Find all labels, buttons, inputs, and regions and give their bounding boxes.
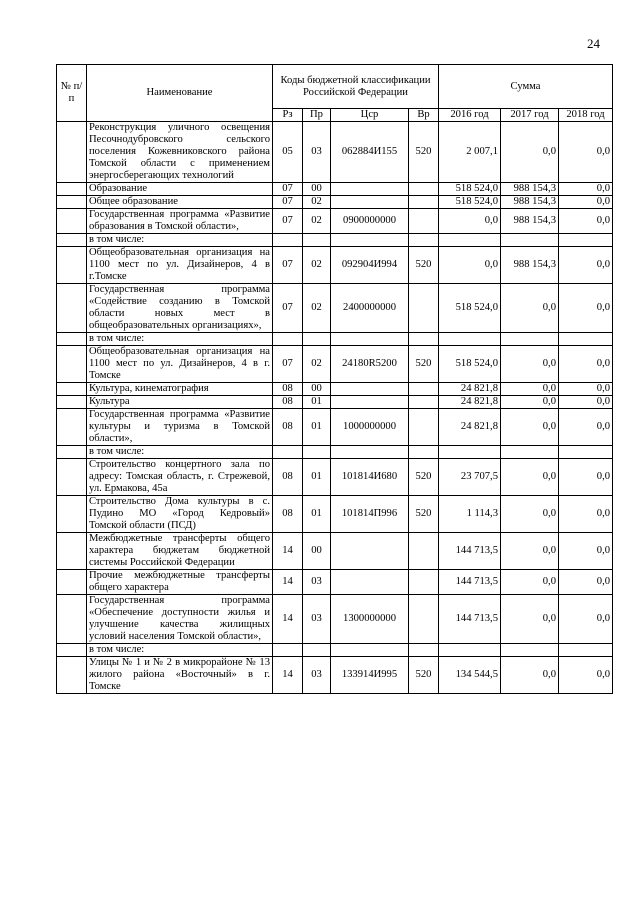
cell-rz: 07 <box>273 209 303 234</box>
table-row <box>57 183 613 196</box>
header-num: № п/п <box>57 65 87 122</box>
header-codes: Коды бюджетной классификации Российской Федерации <box>273 65 439 109</box>
cell-2016: 2 007,1 <box>439 122 501 183</box>
cell-name: Культура, кинематография <box>87 383 273 396</box>
table-row <box>57 459 613 496</box>
cell-pr <box>303 446 331 459</box>
cell-num <box>57 446 87 459</box>
cell-rz <box>273 333 303 346</box>
cell-vr <box>409 383 439 396</box>
cell-vr <box>409 284 439 333</box>
cell-2016: 518 524,0 <box>439 183 501 196</box>
cell-csr: 062884И155 <box>331 122 409 183</box>
cell-rz: 08 <box>273 383 303 396</box>
cell-name: в том числе: <box>87 234 273 247</box>
cell-2017: 988 154,3 <box>501 183 559 196</box>
cell-name: Улицы № 1 и № 2 в микрорайоне № 13 жилого района «Восточный» в г. Томске <box>87 657 273 694</box>
cell-2017 <box>501 333 559 346</box>
header-2016: 2016 год <box>439 109 501 122</box>
table-row <box>57 595 613 644</box>
cell-num <box>57 459 87 496</box>
cell-2016: 24 821,8 <box>439 409 501 446</box>
cell-2017: 0,0 <box>501 595 559 644</box>
cell-csr: 0900000000 <box>331 209 409 234</box>
cell-vr: 520 <box>409 247 439 284</box>
cell-num <box>57 247 87 284</box>
cell-name: в том числе: <box>87 644 273 657</box>
cell-2017 <box>501 234 559 247</box>
page-number: 24 <box>587 36 600 51</box>
cell-2016: 518 524,0 <box>439 284 501 333</box>
cell-2018: 0,0 <box>559 383 613 396</box>
cell-pr: 02 <box>303 284 331 333</box>
cell-2016: 144 713,5 <box>439 595 501 644</box>
cell-rz: 07 <box>273 183 303 196</box>
cell-num <box>57 644 87 657</box>
cell-num <box>57 570 87 595</box>
cell-name: Государственная программа «Содействие созданию в Томской области новых мест в общеобразовательных организациях», <box>87 284 273 333</box>
cell-num <box>57 183 87 196</box>
table-row <box>57 496 613 533</box>
cell-2018 <box>559 644 613 657</box>
table-row <box>57 644 613 657</box>
cell-2016: 134 544,5 <box>439 657 501 694</box>
cell-2016: 24 821,8 <box>439 396 501 409</box>
cell-csr <box>331 644 409 657</box>
cell-csr: 092904И994 <box>331 247 409 284</box>
cell-rz: 08 <box>273 396 303 409</box>
cell-2017: 0,0 <box>501 396 559 409</box>
cell-num <box>57 284 87 333</box>
cell-name: Государственная программа «Развитие образования в Томской области», <box>87 209 273 234</box>
cell-2018: 0,0 <box>559 570 613 595</box>
cell-csr <box>331 533 409 570</box>
header-2018: 2018 год <box>559 109 613 122</box>
cell-2018: 0,0 <box>559 396 613 409</box>
cell-num <box>57 346 87 383</box>
cell-name: Образование <box>87 183 273 196</box>
cell-name: Строительство концертного зала по адресу: Томская область, г. Стрежевой, ул. Ермакова, 45а <box>87 459 273 496</box>
header-sum: Сумма <box>439 65 613 109</box>
cell-pr: 01 <box>303 496 331 533</box>
cell-2016: 144 713,5 <box>439 533 501 570</box>
cell-2018: 0,0 <box>559 533 613 570</box>
cell-2016: 518 524,0 <box>439 346 501 383</box>
cell-num <box>57 234 87 247</box>
cell-2018 <box>559 234 613 247</box>
cell-name: в том числе: <box>87 333 273 346</box>
cell-name: Реконструкция уличного освещения Песочнодубровского сельского поселения Кожевниковского района Томской области с применением энергосберегающих технологий <box>87 122 273 183</box>
table-row <box>57 333 613 346</box>
cell-pr <box>303 644 331 657</box>
cell-name: Общее образование <box>87 196 273 209</box>
cell-csr <box>331 446 409 459</box>
header-2017: 2017 год <box>501 109 559 122</box>
cell-2018: 0,0 <box>559 459 613 496</box>
cell-2016: 0,0 <box>439 209 501 234</box>
cell-rz: 07 <box>273 247 303 284</box>
cell-vr <box>409 533 439 570</box>
cell-vr: 520 <box>409 459 439 496</box>
cell-vr <box>409 333 439 346</box>
cell-pr: 02 <box>303 196 331 209</box>
table-row <box>57 570 613 595</box>
cell-vr <box>409 644 439 657</box>
table-body <box>57 122 613 694</box>
table-row <box>57 122 613 183</box>
cell-2016: 144 713,5 <box>439 570 501 595</box>
cell-pr: 02 <box>303 346 331 383</box>
cell-2017: 0,0 <box>501 346 559 383</box>
cell-num <box>57 122 87 183</box>
cell-rz: 08 <box>273 496 303 533</box>
cell-num <box>57 333 87 346</box>
cell-csr: 101814П996 <box>331 496 409 533</box>
cell-name: Строительство Дома культуры в с. Пудино МО «Город Кедровый» Томской области (ПСД) <box>87 496 273 533</box>
cell-2018: 0,0 <box>559 183 613 196</box>
cell-2017: 0,0 <box>501 533 559 570</box>
header-csr: Цср <box>331 109 409 122</box>
cell-2018: 0,0 <box>559 247 613 284</box>
cell-2017: 0,0 <box>501 284 559 333</box>
cell-2018: 0,0 <box>559 209 613 234</box>
header-pr: Пр <box>303 109 331 122</box>
table-row <box>57 446 613 459</box>
cell-num <box>57 196 87 209</box>
cell-2016 <box>439 644 501 657</box>
cell-2017: 988 154,3 <box>501 209 559 234</box>
cell-pr: 00 <box>303 383 331 396</box>
cell-pr: 00 <box>303 533 331 570</box>
cell-2016: 23 707,5 <box>439 459 501 496</box>
table-row <box>57 409 613 446</box>
cell-vr <box>409 196 439 209</box>
cell-vr <box>409 183 439 196</box>
cell-vr <box>409 234 439 247</box>
cell-2017: 0,0 <box>501 122 559 183</box>
cell-pr <box>303 234 331 247</box>
cell-2017: 0,0 <box>501 383 559 396</box>
cell-pr: 03 <box>303 657 331 694</box>
cell-name: Государственная программа «Развитие культуры и туризма в Томской области», <box>87 409 273 446</box>
cell-vr <box>409 570 439 595</box>
budget-table <box>56 64 613 694</box>
cell-2017 <box>501 644 559 657</box>
cell-csr: 2400000000 <box>331 284 409 333</box>
cell-2017: 0,0 <box>501 570 559 595</box>
cell-rz <box>273 446 303 459</box>
cell-num <box>57 409 87 446</box>
cell-2017: 0,0 <box>501 409 559 446</box>
table-row <box>57 346 613 383</box>
cell-csr <box>331 383 409 396</box>
cell-2018: 0,0 <box>559 346 613 383</box>
cell-2017: 0,0 <box>501 657 559 694</box>
cell-2018: 0,0 <box>559 284 613 333</box>
cell-num <box>57 396 87 409</box>
cell-2018: 0,0 <box>559 409 613 446</box>
cell-2018: 0,0 <box>559 595 613 644</box>
cell-2016: 1 114,3 <box>439 496 501 533</box>
cell-pr: 03 <box>303 570 331 595</box>
cell-name: Межбюджетные трансферты общего характера бюджетам бюджетной системы Российской Федерации <box>87 533 273 570</box>
header-row-top <box>57 65 613 109</box>
cell-rz <box>273 234 303 247</box>
cell-2018: 0,0 <box>559 122 613 183</box>
table-row <box>57 209 613 234</box>
table-row <box>57 196 613 209</box>
cell-rz: 14 <box>273 570 303 595</box>
table-row <box>57 396 613 409</box>
cell-num <box>57 496 87 533</box>
cell-name: Государственная программа «Обеспечение доступности жилья и улучшение качества жилищных условий населения Томской области», <box>87 595 273 644</box>
cell-2018: 0,0 <box>559 657 613 694</box>
cell-csr <box>331 196 409 209</box>
cell-rz: 07 <box>273 284 303 333</box>
table-row <box>57 383 613 396</box>
cell-pr: 01 <box>303 409 331 446</box>
cell-csr: 101814И680 <box>331 459 409 496</box>
cell-rz <box>273 644 303 657</box>
cell-num <box>57 533 87 570</box>
cell-rz: 05 <box>273 122 303 183</box>
cell-csr <box>331 570 409 595</box>
cell-csr: 1000000000 <box>331 409 409 446</box>
cell-num <box>57 383 87 396</box>
cell-2017 <box>501 446 559 459</box>
cell-2018 <box>559 333 613 346</box>
cell-vr: 520 <box>409 122 439 183</box>
cell-2017: 988 154,3 <box>501 196 559 209</box>
table-row <box>57 247 613 284</box>
cell-rz: 14 <box>273 657 303 694</box>
header-name: Наименование <box>87 65 273 122</box>
cell-vr <box>409 209 439 234</box>
cell-pr: 02 <box>303 247 331 284</box>
cell-2018 <box>559 446 613 459</box>
header-rz: Рз <box>273 109 303 122</box>
cell-rz: 08 <box>273 409 303 446</box>
cell-name: Прочие межбюджетные трансферты общего характера <box>87 570 273 595</box>
cell-vr <box>409 446 439 459</box>
cell-rz: 07 <box>273 196 303 209</box>
cell-name: в том числе: <box>87 446 273 459</box>
table-row <box>57 284 613 333</box>
header-vr: Вр <box>409 109 439 122</box>
cell-pr: 00 <box>303 183 331 196</box>
cell-2016 <box>439 234 501 247</box>
cell-rz: 14 <box>273 595 303 644</box>
cell-vr: 520 <box>409 346 439 383</box>
cell-pr: 03 <box>303 122 331 183</box>
cell-vr: 520 <box>409 657 439 694</box>
table-row <box>57 533 613 570</box>
cell-vr: 520 <box>409 496 439 533</box>
cell-pr: 03 <box>303 595 331 644</box>
cell-2016: 0,0 <box>439 247 501 284</box>
cell-2018: 0,0 <box>559 496 613 533</box>
cell-name: Общеобразовательная организация на 1100 мест по ул. Дизайнеров, 4 в г.Томске <box>87 247 273 284</box>
cell-csr: 24180R5200 <box>331 346 409 383</box>
cell-pr: 02 <box>303 209 331 234</box>
cell-num <box>57 209 87 234</box>
cell-csr <box>331 234 409 247</box>
cell-vr <box>409 595 439 644</box>
cell-num <box>57 657 87 694</box>
cell-num <box>57 595 87 644</box>
cell-2017: 0,0 <box>501 459 559 496</box>
cell-rz: 07 <box>273 346 303 383</box>
cell-pr: 01 <box>303 396 331 409</box>
cell-pr: 01 <box>303 459 331 496</box>
cell-vr <box>409 396 439 409</box>
cell-pr <box>303 333 331 346</box>
cell-name: Общеобразовательная организация на 1100 мест по ул. Дизайнеров, 4 в г. Томске <box>87 346 273 383</box>
cell-csr <box>331 183 409 196</box>
cell-2017: 0,0 <box>501 496 559 533</box>
table-row <box>57 657 613 694</box>
cell-name: Культура <box>87 396 273 409</box>
cell-vr <box>409 409 439 446</box>
cell-2016: 518 524,0 <box>439 196 501 209</box>
cell-2016 <box>439 446 501 459</box>
cell-rz: 08 <box>273 459 303 496</box>
cell-rz: 14 <box>273 533 303 570</box>
cell-csr: 1300000000 <box>331 595 409 644</box>
cell-csr <box>331 333 409 346</box>
table-row <box>57 234 613 247</box>
cell-2017: 988 154,3 <box>501 247 559 284</box>
cell-csr: 133914И995 <box>331 657 409 694</box>
cell-csr <box>331 396 409 409</box>
cell-2018: 0,0 <box>559 196 613 209</box>
cell-2016 <box>439 333 501 346</box>
cell-2016: 24 821,8 <box>439 383 501 396</box>
